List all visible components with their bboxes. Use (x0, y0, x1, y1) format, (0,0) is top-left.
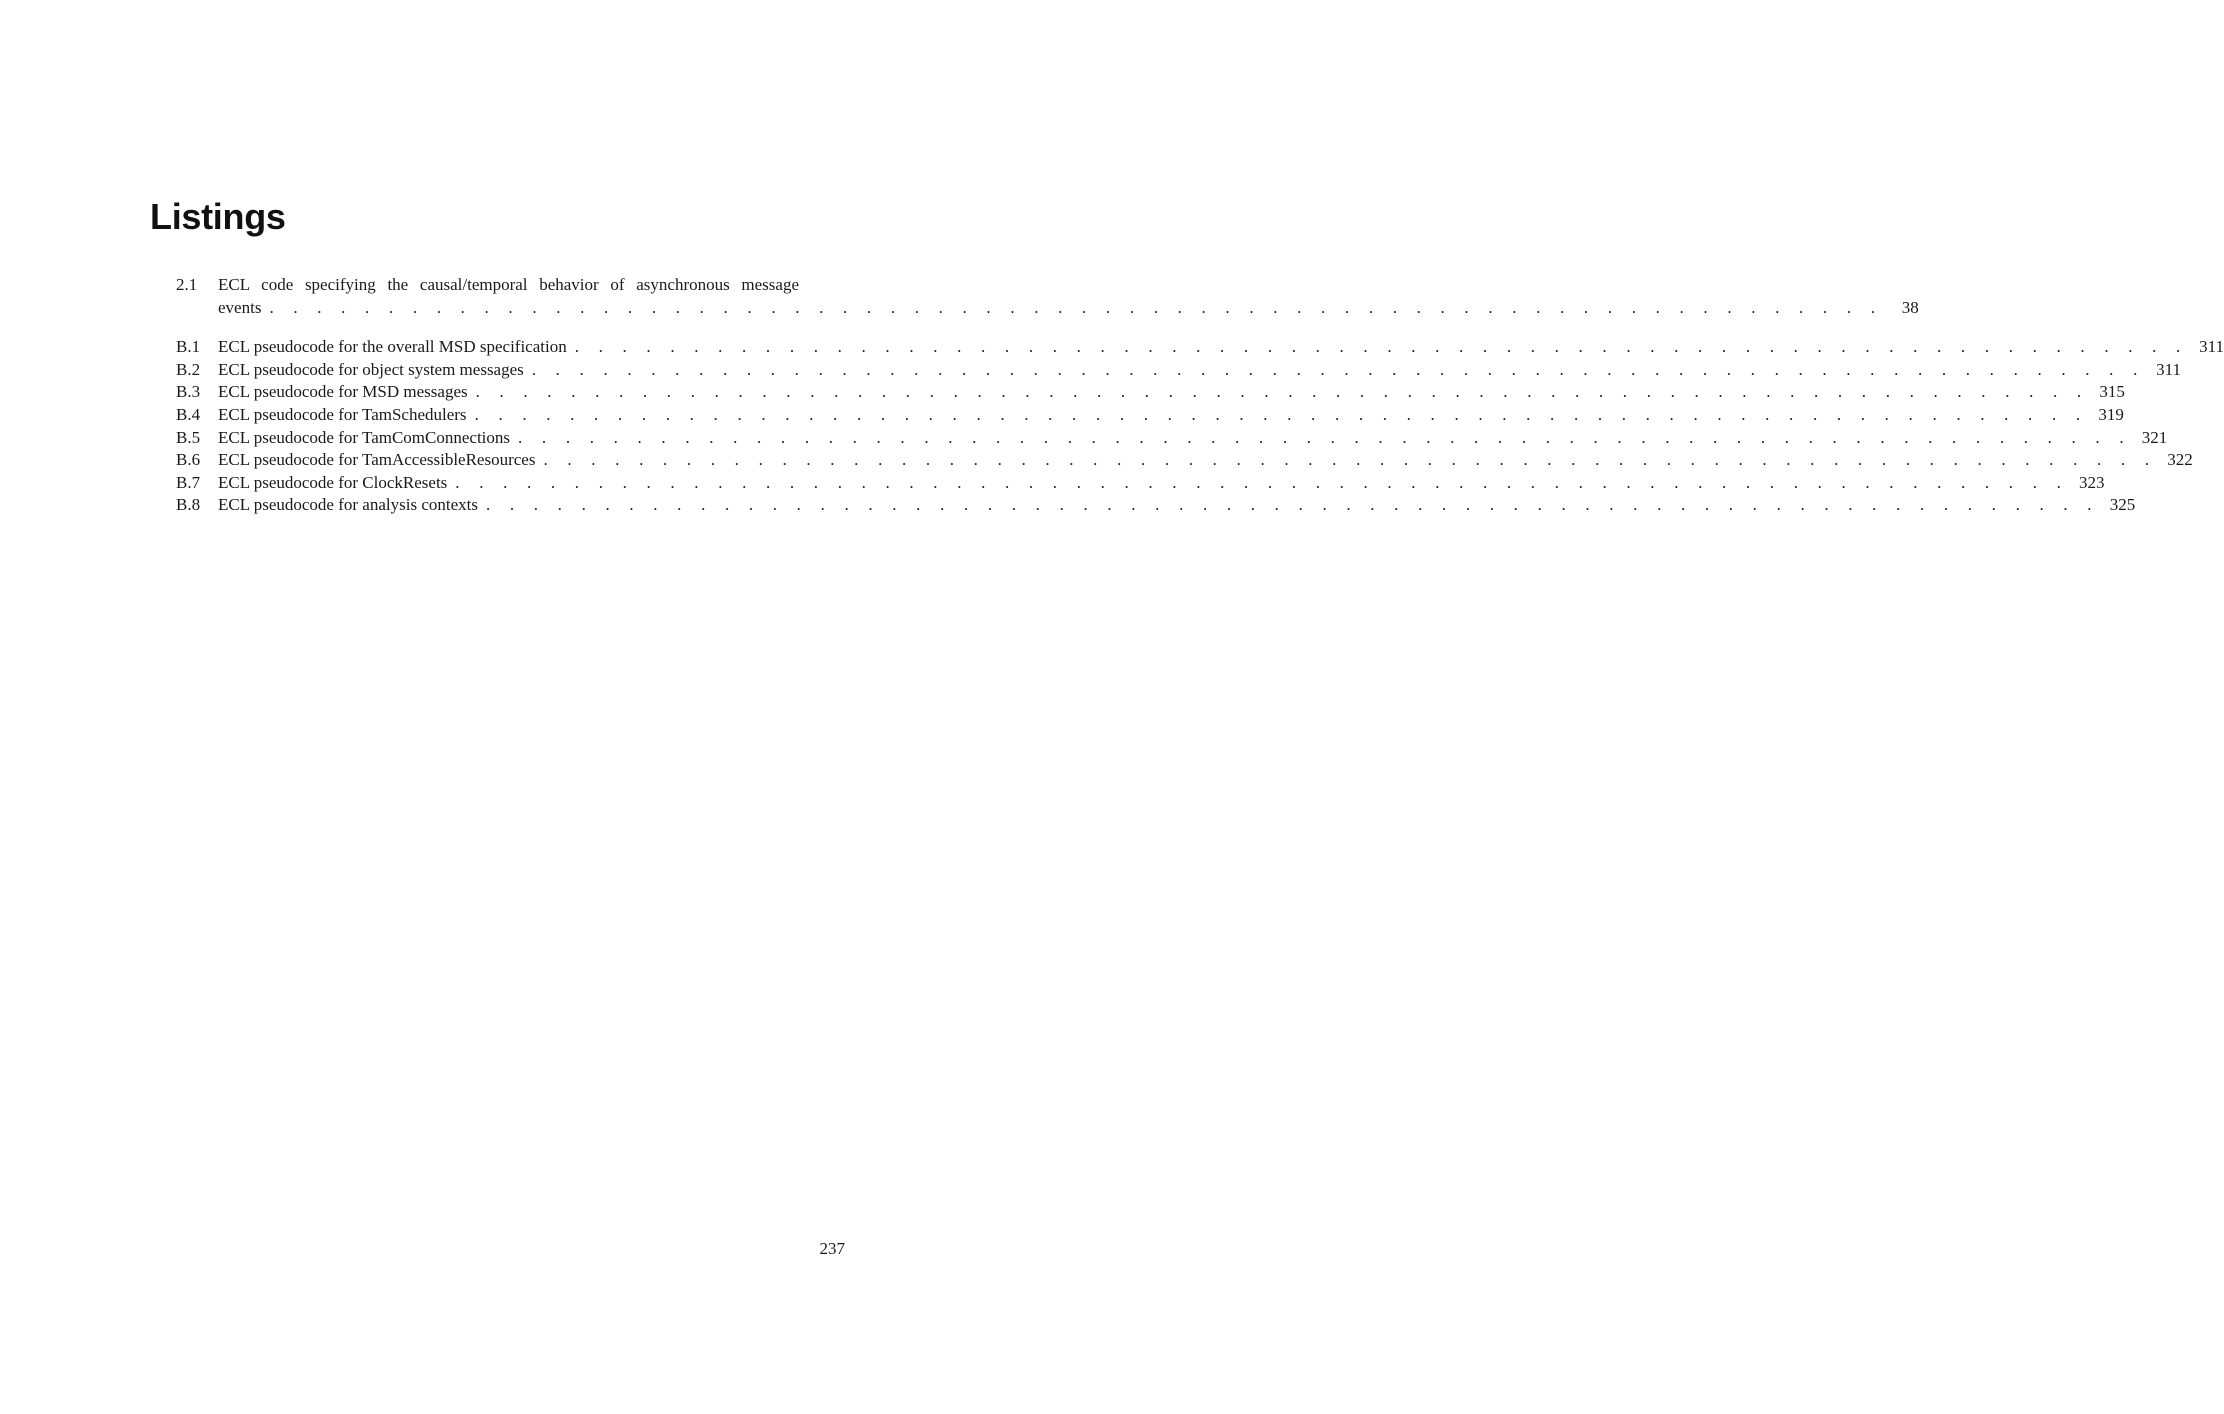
listing-entry-b-4[interactable] (176, 404, 2124, 427)
listing-leader-line (218, 494, 2136, 517)
list-of-listings (176, 274, 2224, 517)
listing-page-number: 321 (2141, 427, 2168, 447)
listing-leader-line (218, 472, 2105, 495)
listing-title-line-2: events (218, 297, 262, 317)
dot-leader: . . . . . . . . . . . . . . . . . . . . . . . . . . . . . . . . . . . . . . . . . . . . . . . . . . . . . . . . . . . . . . . . . . . . (518, 427, 2132, 447)
dot-leader: . . . . . . . . . . . . . . . . . . . . . . . . . . . . . . . . . . . . . . . . . . . . . . . . . . . . . . . . . . . . . . . . . . . . (475, 382, 2089, 402)
listing-leader-line (218, 359, 2182, 382)
listing-number: B.6 (176, 450, 201, 470)
listing-page-number: 311 (2199, 337, 2224, 357)
listing-title: ECL pseudocode for TamAccessibleResources (218, 450, 536, 470)
listing-page-number: 319 (2098, 404, 2124, 424)
listing-page-number: 322 (2167, 450, 2193, 470)
listing-page-number: 323 (2079, 472, 2105, 492)
listing-entry-b-7[interactable] (176, 472, 2105, 495)
listing-title: ECL pseudocode for analysis contexts (218, 495, 478, 515)
listing-entry-b-3[interactable] (176, 381, 2125, 404)
listing-number: B.1 (176, 337, 201, 357)
dot-leader: . . . . . . . . . . . . . . . . . . . . . . . . . . . . . . . . . . . . . . . . . . . . . . . . . . . . . . . . . . . . . . . . . . . . (485, 495, 2100, 515)
listing-leader-line (218, 404, 2124, 427)
listing-number: B.8 (176, 495, 201, 515)
listing-title: ECL pseudocode for the overall MSD specification (218, 337, 567, 357)
listing-entry-body (218, 274, 1919, 319)
listing-title-line-1: ECL code specifying the causal/temporal behavior of asynchronous message (218, 275, 799, 294)
listing-number: B.4 (176, 404, 201, 424)
listing-entry-b-5[interactable] (176, 427, 2168, 450)
listing-entry-2-1[interactable] (176, 274, 1919, 319)
listing-leader-line (218, 297, 1919, 320)
listing-number: 2.1 (176, 275, 198, 294)
listing-page-number: 315 (2099, 382, 2125, 402)
listing-number: B.3 (176, 382, 201, 402)
listing-leader-line (218, 381, 2125, 404)
listing-number: B.7 (176, 472, 201, 492)
listing-entry-b-2[interactable] (176, 359, 2182, 382)
listing-number: B.5 (176, 427, 201, 447)
listing-leader-line (218, 427, 2168, 450)
listing-page-number: 311 (2156, 359, 2182, 379)
listing-title: ECL pseudocode for TamComConnections (218, 427, 511, 447)
listing-title: ECL pseudocode for MSD messages (218, 382, 468, 402)
page-number: 237 (819, 1239, 845, 1258)
dot-leader: . . . . . . . . . . . . . . . . . . . . . . . . . . . . . . . . . . . . . . . . . . . . . . . . . . . . . . . . . . . . . . . . . . . . (455, 472, 2069, 492)
listing-leader-line (218, 449, 2193, 472)
listing-leader-line (218, 336, 2224, 359)
listing-entry-b-8[interactable] (176, 494, 2136, 517)
dot-leader: . . . . . . . . . . . . . . . . . . . . . . . . . . . . . . . . . . . . . . . . . . . . . . . . . . . . . . . . . . . . . . . . . . . . (574, 337, 2188, 357)
dot-leader: . . . . . . . . . . . . . . . . . . . . . . . . . . . . . . . . . . . . . . . . . . . . . . . . . . . . . . . . . . . . . . . . . . . . (269, 297, 1883, 317)
page-title: Listings (150, 196, 286, 237)
dot-leader: . . . . . . . . . . . . . . . . . . . . . . . . . . . . . . . . . . . . . . . . . . . . . . . . . . . . . . . . . . . . . . . . . . . . (474, 404, 2088, 424)
listing-page-number: 38 (1901, 297, 1919, 317)
dot-leader: . . . . . . . . . . . . . . . . . . . . . . . . . . . . . . . . . . . . . . . . . . . . . . . . . . . . . . . . . . . . . . . . . . . . (543, 450, 2157, 470)
dot-leader: . . . . . . . . . . . . . . . . . . . . . . . . . . . . . . . . . . . . . . . . . . . . . . . . . . . . . . . . . . . . . . . . . . . . (531, 359, 2146, 379)
listing-entry-b-6[interactable] (176, 449, 2193, 472)
listing-entry-b-1[interactable] (176, 336, 2224, 359)
listing-number: B.2 (176, 359, 201, 379)
listing-title: ECL pseudocode for ClockResets (218, 472, 448, 492)
listing-title: ECL pseudocode for object system messages (218, 359, 524, 379)
listing-page-number: 325 (2109, 495, 2136, 515)
listing-title: ECL pseudocode for TamSchedulers (218, 404, 467, 424)
